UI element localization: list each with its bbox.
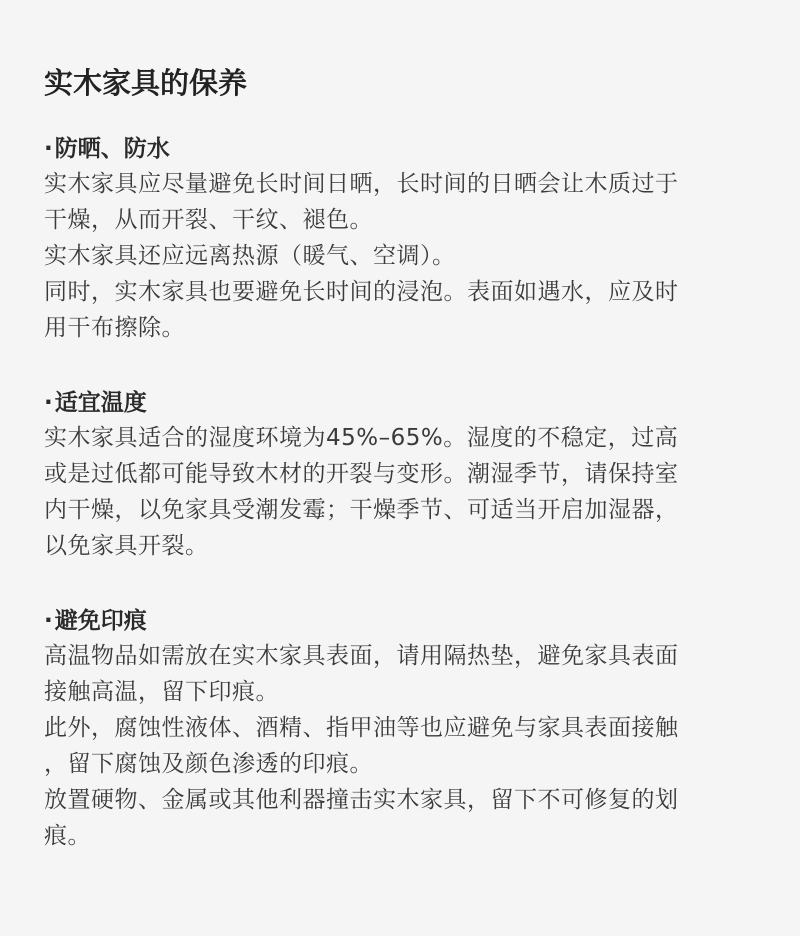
section-heading: [44, 386, 760, 420]
section-heading-text: 防晒、防水: [54, 136, 170, 162]
text-line: 高温物品如需放在实木家具表面，请用隔热垫，避免家具表面: [44, 643, 679, 669]
section-heading: [44, 132, 760, 166]
text-line: 或是过低都可能导致木材的开裂与变形。潮湿季节，请保持室: [44, 461, 679, 487]
text-line: 以免家具开裂。: [44, 533, 209, 559]
section-heading-text: 避免印痕: [54, 608, 147, 634]
section-marks: [44, 604, 760, 854]
page-title: 实木家具的保养: [44, 66, 248, 100]
text-line: 放置硬物、金属或其他利器撞击实木家具，留下不可修复的划: [44, 787, 679, 813]
text-line: ，留下腐蚀及颜色渗透的印痕。: [44, 751, 373, 777]
section-heading-text: 适宜温度: [54, 390, 147, 416]
section-heading: [44, 604, 760, 638]
section-humidity: [44, 386, 760, 564]
bullet-dot: ·: [44, 608, 53, 634]
text-line: 实木家具应尽量避免长时间日晒，长时间的日晒会让木质过于: [44, 171, 679, 197]
bullet-dot: ·: [44, 136, 53, 162]
text-line: 实木家具适合的湿度环境为45%–65%。湿度的不稳定，过高: [44, 425, 679, 451]
text-line: 用干布擦除。: [44, 315, 185, 341]
text-line: 此外，腐蚀性液体、酒精、指甲油等也应避免与家具表面接触: [44, 715, 679, 741]
bullet-dot: ·: [44, 390, 53, 416]
text-line: 干燥，从而开裂、干纹、褪色。: [44, 207, 373, 233]
text-line: 痕。: [44, 823, 91, 849]
section-sun-water: [44, 132, 760, 346]
text-line: 内干燥，以免家具受潮发霉；干燥季节、可适当开启加湿器，: [44, 497, 679, 523]
text-line: 接触高温，留下印痕。: [44, 679, 279, 705]
text-line: 实木家具还应远离热源（暖气、空调）。: [44, 243, 456, 269]
text-line: 同时，实木家具也要避免长时间的浸泡。表面如遇水，应及时: [44, 279, 679, 305]
